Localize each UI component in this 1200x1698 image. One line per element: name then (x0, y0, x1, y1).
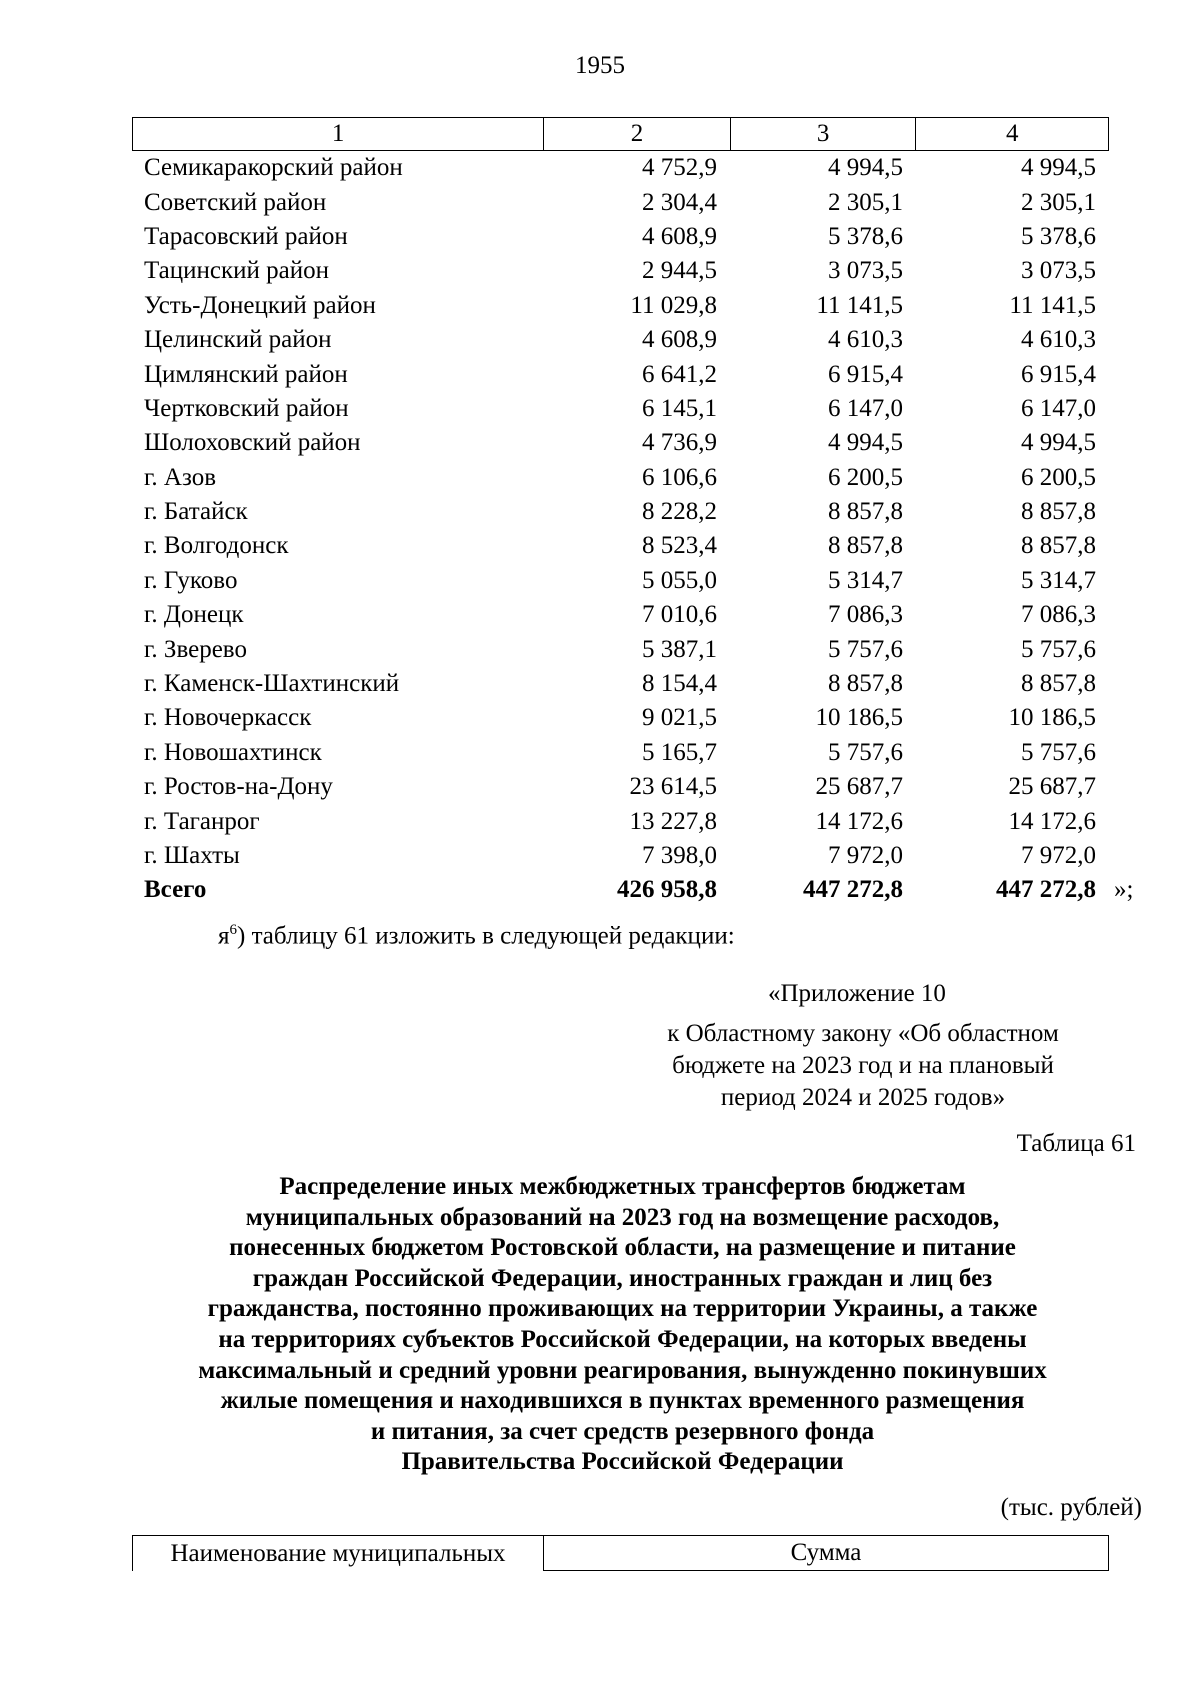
municipality-name: Советский район (144, 188, 327, 216)
value-col-4: 8 857,8 (1021, 498, 1096, 526)
value-col-3: 3 073,5 (828, 257, 903, 285)
value-col-2: 23 614,5 (629, 773, 717, 801)
value-col-4: 8 857,8 (1021, 532, 1096, 560)
value-col-3: 4 610,3 (828, 326, 903, 354)
table-row (132, 289, 1109, 323)
heading-line: и питания, за счет средств резервного фонда (370, 1417, 875, 1445)
table-body (132, 151, 1109, 873)
value-col-2: 4 608,9 (642, 222, 717, 250)
municipality-name: г. Новочеркасск (144, 704, 312, 732)
value-col-4: 4 994,5 (1021, 154, 1096, 182)
total-value-4: 447 272,8 (996, 876, 1096, 904)
table-header-row (132, 117, 1109, 151)
value-col-3: 6 915,4 (828, 360, 903, 388)
table-number: Таблица 61 (1016, 1130, 1136, 1157)
value-col-2: 4 736,9 (642, 429, 717, 457)
table-row (132, 461, 1109, 495)
value-col-3: 5 757,6 (828, 738, 903, 766)
instruction-superscript: 6 (229, 922, 237, 938)
value-col-3: 4 994,5 (828, 429, 903, 457)
closing-quote: »; (1114, 876, 1134, 904)
total-value-2: 426 958,8 (617, 876, 717, 904)
table-row (132, 151, 1109, 185)
value-col-4: 6 915,4 (1021, 360, 1096, 388)
table-row (132, 323, 1109, 357)
table-row (132, 185, 1109, 219)
municipality-name: г. Гуково (144, 566, 238, 594)
appendix-ref-line: к Областному закону «Об областном (667, 1020, 1059, 1047)
table-row (132, 357, 1109, 391)
table-row (132, 598, 1109, 632)
value-col-3: 4 994,5 (828, 154, 903, 182)
value-col-2: 8 523,4 (642, 532, 717, 560)
value-col-3: 5 757,6 (828, 635, 903, 663)
municipality-name: г. Донецк (144, 601, 244, 629)
value-col-4: 7 972,0 (1021, 842, 1096, 869)
appendix-ref-line: бюджете на 2023 год и на плановый (672, 1052, 1054, 1079)
municipality-name: г. Новошахтинск (144, 738, 322, 766)
value-col-4: 6 200,5 (1021, 463, 1096, 491)
value-col-2: 13 227,8 (629, 807, 717, 835)
instruction-text: ) таблицу 61 изложить в следующей редакции: (237, 922, 735, 950)
value-col-4: 5 757,6 (1021, 635, 1096, 663)
value-col-2: 4 752,9 (642, 154, 717, 182)
heading-line: граждан Российской Федерации, иностранных граждан и лиц без (252, 1264, 993, 1292)
units-label: (тыс. рублей) (1000, 1494, 1142, 1521)
municipality-name: г. Каменск-Шахтинский (144, 670, 400, 698)
column-header-4: 4 (915, 118, 1108, 150)
value-col-4: 2 305,1 (1021, 188, 1096, 216)
table-row (132, 804, 1109, 838)
municipality-name: Усть-Донецкий район (144, 291, 376, 319)
table-61-header (132, 1535, 1109, 1571)
appendix-ref-line: период 2024 и 2025 годов» (720, 1084, 1006, 1111)
appendix-title: «Приложение 10 (768, 980, 946, 1007)
value-col-2: 5 165,7 (642, 738, 717, 766)
total-value-3: 447 272,8 (803, 876, 903, 904)
heading-line: Правительства Российской Федерации (401, 1448, 844, 1476)
table-row (132, 254, 1109, 288)
table-row (132, 736, 1109, 770)
value-col-4: 7 086,3 (1021, 601, 1096, 629)
value-col-2: 7 398,0 (642, 842, 717, 869)
municipality-name: Целинский район (144, 326, 332, 354)
value-col-2: 7 010,6 (642, 601, 717, 629)
value-col-4: 6 147,0 (1021, 394, 1096, 422)
value-col-2: 9 021,5 (642, 704, 717, 732)
municipality-name-header: Наименование муниципальных (132, 1535, 543, 1571)
value-col-4: 11 141,5 (1009, 291, 1096, 319)
heading-line: Распределение иных межбюджетных трансфертов бюджетам (279, 1173, 966, 1200)
value-col-4: 5 757,6 (1021, 738, 1096, 766)
table-row (132, 564, 1109, 598)
value-col-2: 5 055,0 (642, 566, 717, 594)
value-col-4: 8 857,8 (1021, 670, 1096, 698)
municipality-name: г. Азов (144, 463, 217, 491)
heading-line: максимальный и средний уровни реагирования, вынужденно покинувших (198, 1356, 1047, 1384)
column-header-3: 3 (730, 118, 916, 150)
heading-line: муниципальных образований на 2023 год на возмещение расходов, (245, 1203, 1000, 1231)
value-col-4: 10 186,5 (1008, 704, 1096, 732)
instruction-prefix: я (218, 922, 230, 950)
value-col-4: 5 314,7 (1021, 566, 1096, 594)
table-row (132, 839, 1109, 873)
heading-line: жилые помещения и находившихся в пунктах временного размещения (220, 1387, 1025, 1415)
value-col-3: 8 857,8 (828, 498, 903, 526)
sum-header: Сумма (543, 1535, 1109, 1571)
municipality-name: г. Волгодонск (144, 532, 289, 560)
transfers-table-continued (132, 117, 1134, 908)
value-col-3: 6 200,5 (828, 463, 903, 491)
value-col-3: 25 687,7 (815, 773, 903, 801)
value-col-3: 10 186,5 (815, 704, 903, 732)
municipality-name: Семикаракорский район (144, 154, 403, 182)
value-col-2: 5 387,1 (642, 635, 717, 663)
value-col-3: 7 086,3 (828, 601, 903, 629)
heading-line: понесенных бюджетом Ростовской области, на размещение и питание (229, 1234, 1016, 1262)
table-total-row (132, 873, 1134, 907)
value-col-3: 5 314,7 (828, 566, 903, 594)
municipality-name: г. Зверево (144, 635, 247, 663)
municipality-name: г. Шахты (144, 842, 240, 869)
value-col-4: 3 073,5 (1021, 257, 1096, 285)
value-col-2: 8 228,2 (642, 498, 717, 526)
table-heading (130, 1172, 1115, 1478)
value-col-2: 11 029,8 (630, 291, 717, 319)
value-col-3: 7 972,0 (828, 842, 903, 869)
table-row (132, 529, 1109, 563)
heading-line: гражданства, постоянно проживающих на территории Украины, а также (207, 1295, 1038, 1323)
table-row (132, 495, 1109, 529)
page-number: 1955 (575, 52, 625, 79)
column-header-1: 1 (331, 120, 345, 147)
appendix-reference (628, 1018, 1098, 1114)
table-row (132, 701, 1109, 735)
column-header-2: 2 (543, 118, 730, 150)
value-col-3: 8 857,8 (828, 532, 903, 560)
value-col-2: 2 304,4 (642, 188, 717, 216)
value-col-3: 2 305,1 (828, 188, 903, 216)
table-row (132, 770, 1109, 804)
table-row (132, 632, 1109, 666)
value-col-3: 8 857,8 (828, 670, 903, 698)
municipality-name: г. Ростов-на-Дону (144, 773, 333, 801)
value-col-4: 4 610,3 (1021, 326, 1096, 354)
value-col-2: 2 944,5 (642, 257, 717, 285)
value-col-3: 5 378,6 (828, 222, 903, 250)
value-col-3: 6 147,0 (828, 394, 903, 422)
table-row (132, 426, 1109, 460)
municipality-name: Цимлянский район (144, 360, 348, 388)
value-col-2: 6 641,2 (642, 360, 717, 388)
value-col-4: 14 172,6 (1008, 807, 1096, 835)
value-col-2: 4 608,9 (642, 326, 717, 354)
table-row (132, 392, 1109, 426)
value-col-4: 4 994,5 (1021, 429, 1096, 457)
value-col-3: 14 172,6 (815, 807, 903, 835)
municipality-name: Тарасовский район (144, 222, 348, 250)
table-row (132, 667, 1109, 701)
heading-line: на территориях субъектов Российской Федерации, на которых введены (218, 1325, 1027, 1353)
value-col-4: 25 687,7 (1008, 773, 1096, 801)
municipality-name: Шолоховский район (144, 429, 361, 457)
municipality-name: Тацинский район (144, 257, 329, 285)
municipality-name: Чертковский район (144, 394, 349, 422)
value-col-4: 5 378,6 (1021, 222, 1096, 250)
amendment-instruction (218, 922, 735, 950)
municipality-name: г. Батайск (144, 498, 248, 526)
table-row (132, 220, 1109, 254)
value-col-2: 8 154,4 (642, 670, 717, 698)
municipality-name: г. Таганрог (144, 807, 260, 835)
value-col-3: 11 141,5 (816, 291, 903, 319)
total-label: Всего (144, 876, 207, 904)
value-col-2: 6 145,1 (642, 394, 717, 422)
value-col-2: 6 106,6 (642, 463, 717, 491)
